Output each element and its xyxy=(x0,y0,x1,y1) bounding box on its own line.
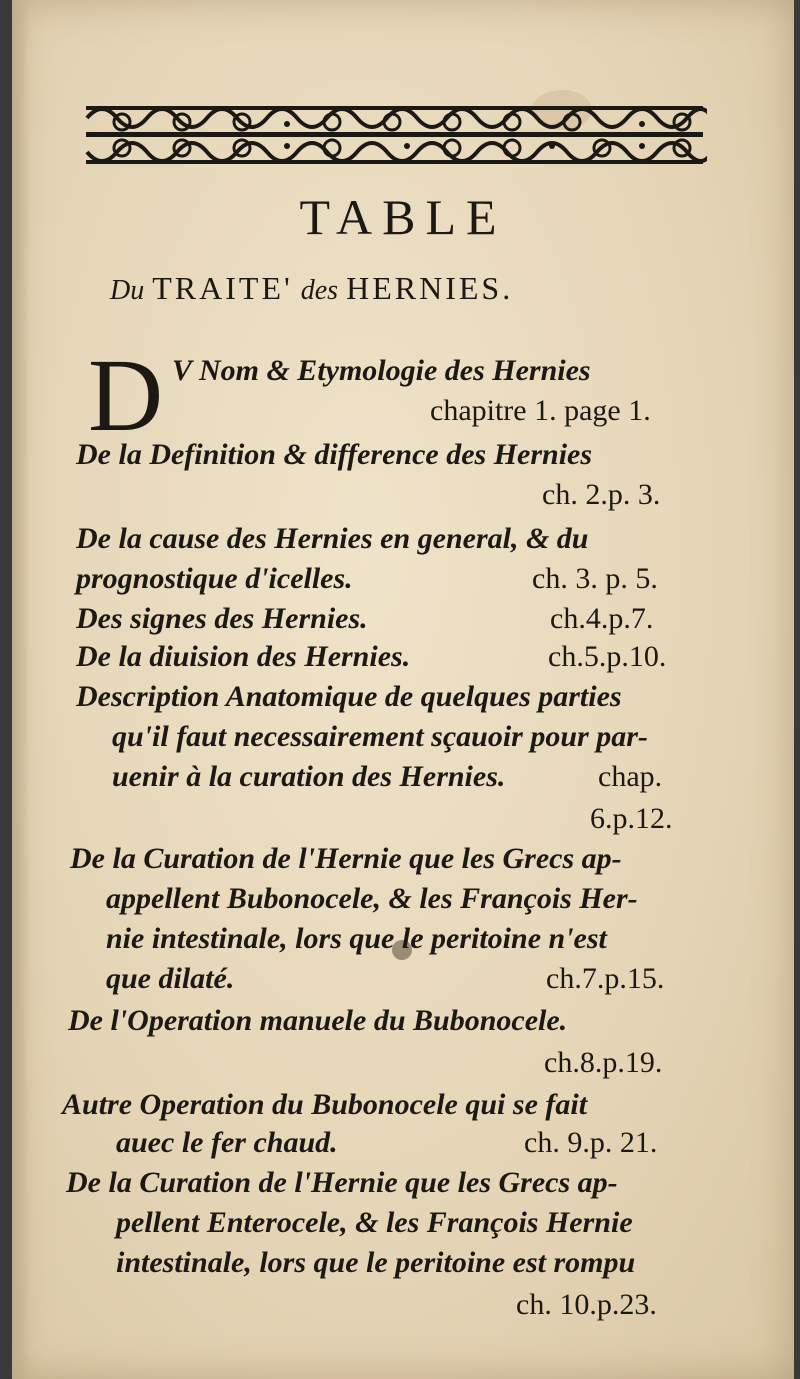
toc-entry-ref: ch.7.p.15. xyxy=(546,962,665,995)
drop-cap-initial: D xyxy=(88,338,164,453)
toc-entry-text: De la diuision des Hernies. xyxy=(76,640,411,673)
toc-entry-ref: ch. 2.p. 3. xyxy=(542,478,661,511)
subtitle-traite: TRAITE' xyxy=(152,270,293,306)
toc-entry-text: Des signes des Hernies. xyxy=(76,602,368,635)
toc-entry-ref: 6.p.12. xyxy=(590,802,673,835)
toc-entry-ref: ch. 3. p. 5. xyxy=(532,562,658,595)
toc-entry-text-cont: prognostique d'icelles. xyxy=(76,562,353,595)
toc-entry-text-cont: intestinale, lors que le peritoine est rompu xyxy=(116,1246,636,1279)
toc-entry-text-cont: pellent Enterocele, & les François Hernie xyxy=(116,1206,633,1239)
toc-entry-text: De la Definition & difference des Hernies xyxy=(76,438,593,471)
toc-entry-text-cont: nie intestinale, lors que le peritoine n'est xyxy=(106,922,607,955)
toc-entry-ref: chapitre 1. page 1. xyxy=(430,394,651,427)
toc-entry-text-cont: qu'il faut necessairement sçauoir pour par- xyxy=(112,720,648,753)
toc-entry-ref: ch. 9.p. 21. xyxy=(524,1126,658,1159)
toc-entry-text: De l'Operation manuele du Bubonocele. xyxy=(68,1004,568,1037)
toc-entry-text: De la Curation de l'Hernie que les Grecs ap- xyxy=(66,1166,618,1199)
toc-entry-text-cont: que dilaté. xyxy=(106,962,235,995)
toc-entry-text: Autre Operation du Bubonocele qui se fait xyxy=(62,1088,588,1121)
toc-entry-ref: ch. 10.p.23. xyxy=(516,1288,657,1321)
table-of-contents xyxy=(12,0,794,1379)
toc-entry-ref: ch.5.p.10. xyxy=(548,640,667,673)
toc-entry-text: De la cause des Hernies en general, & du xyxy=(76,522,589,555)
toc-entry-text: De la Curation de l'Hernie que les Grecs ap- xyxy=(70,842,622,875)
toc-entry-text-cont: auec le fer chaud. xyxy=(116,1126,338,1159)
toc-entry-text: V Nom & Etymologie des Hernies xyxy=(172,354,591,387)
toc-entry-ref: ch.8.p.19. xyxy=(544,1046,663,1079)
toc-entry-ref-inline: chap. xyxy=(598,760,663,793)
book-page xyxy=(12,0,794,1379)
subtitle-des: des xyxy=(300,275,339,306)
subtitle-hernies: HERNIES. xyxy=(346,270,514,306)
toc-entry-text: Description Anatomique de quelques parties xyxy=(76,680,622,713)
toc-entry-ref: ch.4.p.7. xyxy=(550,602,654,635)
subtitle-du: Du xyxy=(110,275,145,306)
toc-entry-text-cont: appellent Bubonocele, & les François Her- xyxy=(106,882,638,915)
page-title: TABLE xyxy=(299,189,507,245)
toc-entry-text-cont: uenir à la curation des Hernies. xyxy=(112,760,506,793)
